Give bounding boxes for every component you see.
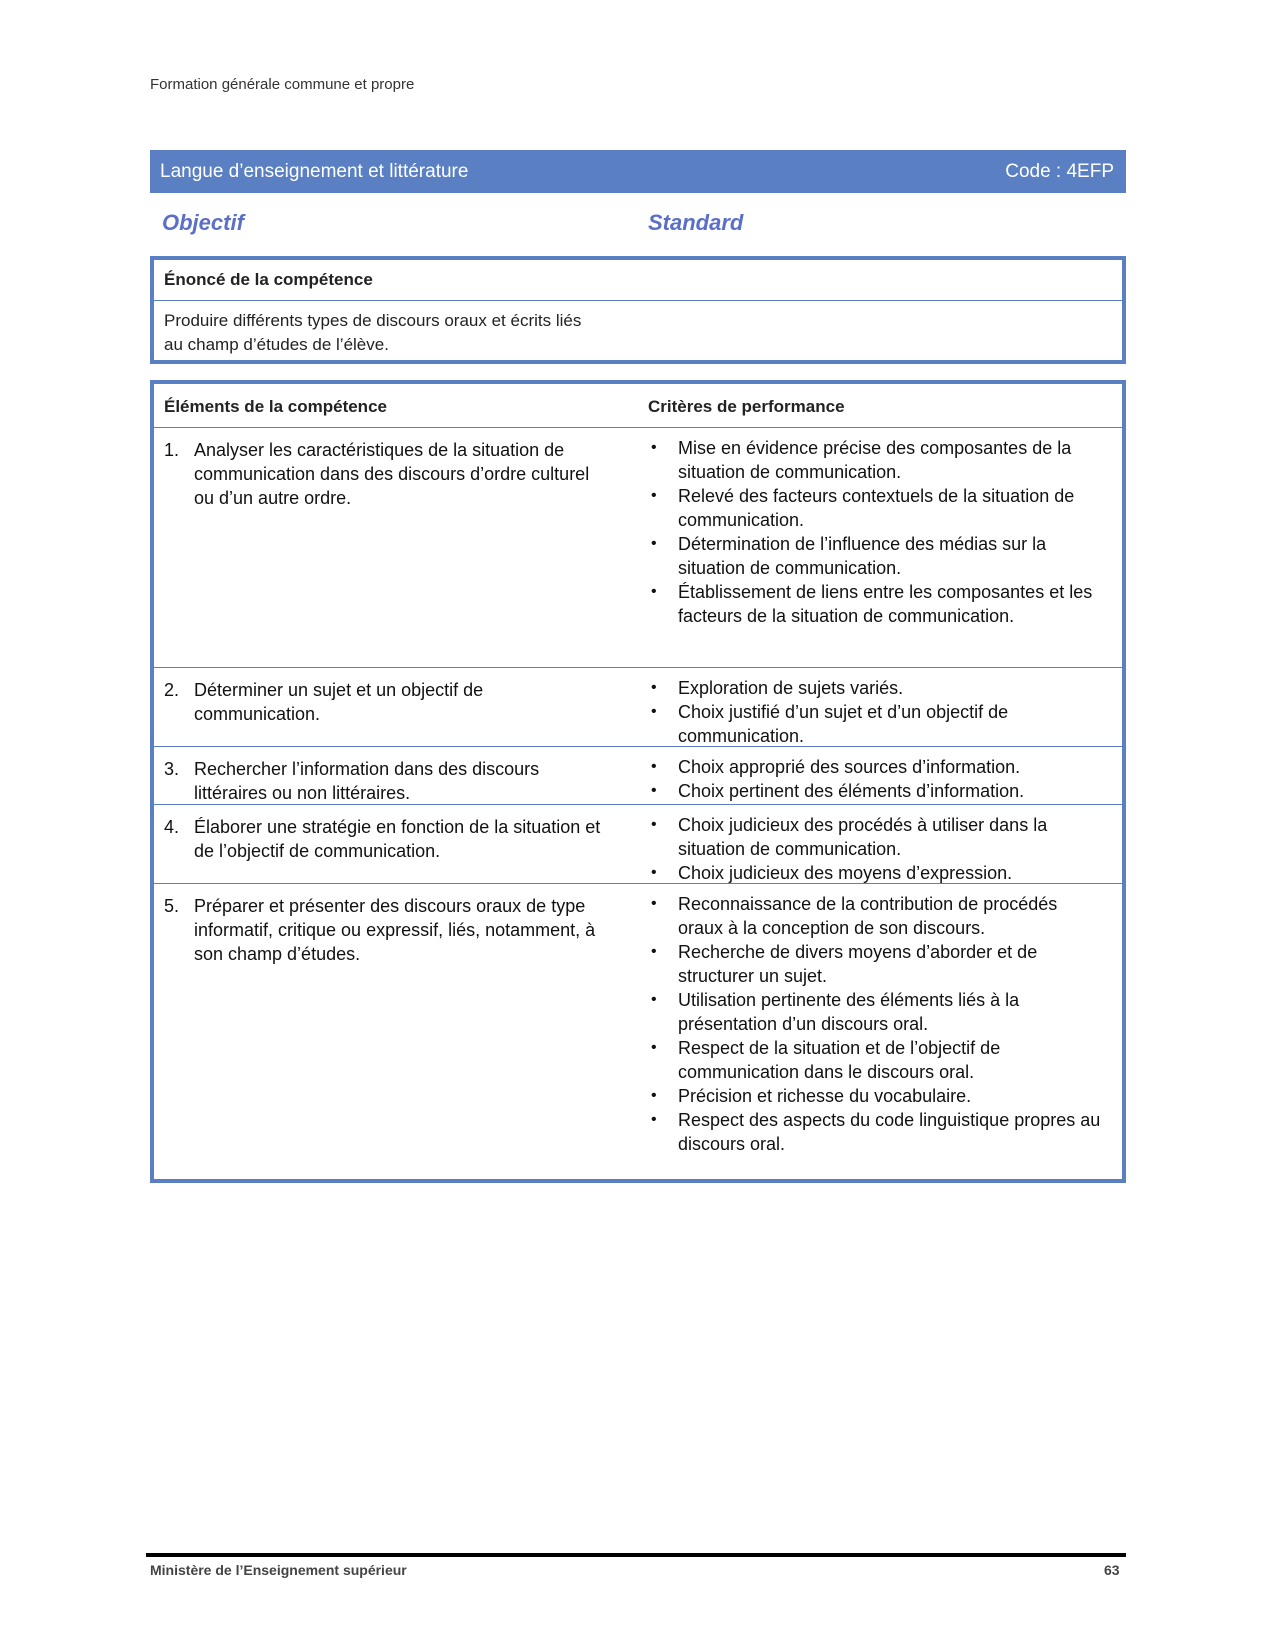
header-elements: Éléments de la compétence	[164, 397, 387, 416]
criterion-text: Respect de la situation et de l’objectif de communication dans le discours oral.	[678, 1038, 1001, 1082]
footer-ministry: Ministère de l’Enseignement supérieur	[150, 1562, 407, 1578]
criterion-text: Choix pertinent des éléments d’information.	[678, 781, 1025, 801]
page-number: 63	[1104, 1562, 1120, 1578]
enonce-heading: Énoncé de la compétence	[154, 260, 1122, 301]
element-cell	[164, 894, 614, 966]
subject-title: Langue d’enseignement et littérature	[160, 160, 469, 182]
element-cell	[164, 815, 614, 863]
element-number: 2.	[164, 680, 180, 700]
criteria-list	[648, 676, 1106, 748]
criteria-list	[648, 755, 1106, 803]
criterion-item	[648, 1084, 1106, 1108]
enonce-text: Produire différents types de discours oraux et écrits liés au champ d’études de l’élève.	[164, 311, 582, 354]
header-criteres: Critères de performance	[648, 397, 845, 416]
objectif-standard-labels	[162, 210, 1112, 236]
bullet-icon: •	[651, 1087, 657, 1104]
criteria-list	[648, 813, 1106, 885]
table-row	[154, 668, 1122, 747]
criterion-item	[648, 484, 1106, 532]
element-number: 1.	[164, 440, 180, 460]
criterion-item	[648, 436, 1106, 484]
element-cell	[164, 757, 614, 805]
title-bar	[150, 150, 1126, 193]
criterion-item	[648, 532, 1106, 580]
criterion-text: Choix justifié d’un sujet et d’un objectif de communication.	[678, 702, 1009, 746]
bullet-icon: •	[651, 895, 657, 912]
table-row	[154, 747, 1122, 805]
criterion-text: Relevé des facteurs contextuels de la situation de communication.	[678, 486, 1075, 530]
bullet-icon: •	[651, 583, 657, 600]
element-number: 3.	[164, 759, 180, 779]
course-code: Code : 4EFP	[1005, 160, 1114, 182]
bullet-icon: •	[651, 535, 657, 552]
bullet-icon: •	[651, 439, 657, 456]
bullet-icon: •	[651, 1111, 657, 1128]
criterion-text: Choix judicieux des procédés à utiliser dans la situation de communication.	[678, 815, 1048, 859]
bullet-icon: •	[651, 679, 657, 696]
criterion-text: Détermination de l’influence des médias sur la situation de communication.	[678, 534, 1047, 578]
criterion-text: Reconnaissance de la contribution de procédés oraux à la conception de son discours.	[678, 894, 1058, 938]
table-header	[154, 384, 1122, 428]
table-row	[154, 805, 1122, 884]
element-text: Rechercher l’information dans des discours littéraires ou non littéraires.	[194, 759, 540, 803]
criterion-text: Exploration de sujets variés.	[678, 678, 904, 698]
criterion-item	[648, 861, 1106, 885]
enonce-box	[150, 256, 1126, 364]
criterion-item	[648, 580, 1106, 628]
competence-table	[150, 380, 1126, 1183]
table-body	[154, 428, 1122, 1179]
running-head: Formation générale commune et propre	[150, 76, 415, 93]
criterion-text: Respect des aspects du code linguistique propres au discours oral.	[678, 1110, 1101, 1154]
criterion-text: Établissement de liens entre les composantes et les facteurs de la situation de communication.	[678, 582, 1093, 626]
criterion-item	[648, 892, 1106, 940]
bullet-icon: •	[651, 758, 657, 775]
criterion-text: Recherche de divers moyens d’aborder et de structurer un sujet.	[678, 942, 1038, 986]
table-row	[154, 428, 1122, 668]
criterion-item	[648, 940, 1106, 988]
criterion-item	[648, 1036, 1106, 1084]
criterion-item	[648, 700, 1106, 748]
element-number: 4.	[164, 817, 180, 837]
criterion-item	[648, 779, 1106, 803]
criterion-text: Précision et richesse du vocabulaire.	[678, 1086, 972, 1106]
objectif-label: Objectif	[162, 210, 244, 235]
bullet-icon: •	[651, 864, 657, 881]
element-text: Analyser les caractéristiques de la situation de communication dans des discours d’ordre culturel ou d’un autre ordre.	[194, 440, 590, 508]
criterion-item	[648, 988, 1106, 1036]
bullet-icon: •	[651, 782, 657, 799]
footer-rule	[146, 1553, 1126, 1557]
element-cell	[164, 438, 614, 510]
criteria-list	[648, 892, 1106, 1156]
element-number: 5.	[164, 896, 180, 916]
bullet-icon: •	[651, 816, 657, 833]
bullet-icon: •	[651, 1039, 657, 1056]
criterion-item	[648, 813, 1106, 861]
criteria-list	[648, 436, 1106, 628]
element-cell	[164, 678, 614, 726]
bullet-icon: •	[651, 703, 657, 720]
criterion-item	[648, 676, 1106, 700]
criterion-text: Choix judicieux des moyens d’expression.	[678, 863, 1013, 883]
criterion-item	[648, 755, 1106, 779]
criterion-text: Utilisation pertinente des éléments liés à la présentation d’un discours oral.	[678, 990, 1020, 1034]
criterion-item	[648, 1108, 1106, 1156]
criterion-text: Choix approprié des sources d’information.	[678, 757, 1021, 777]
element-text: Élaborer une stratégie en fonction de la situation et de l’objectif de communication.	[194, 817, 601, 861]
standard-label: Standard	[648, 210, 744, 235]
bullet-icon: •	[651, 991, 657, 1008]
bullet-icon: •	[651, 943, 657, 960]
element-text: Préparer et présenter des discours oraux de type informatif, critique ou expressif, liés, notamment, à son champ d’études.	[194, 896, 596, 964]
bullet-icon: •	[651, 487, 657, 504]
criterion-text: Mise en évidence précise des composantes de la situation de communication.	[678, 438, 1072, 482]
table-row	[154, 884, 1122, 1179]
element-text: Déterminer un sujet et un objectif de communication.	[194, 680, 484, 724]
